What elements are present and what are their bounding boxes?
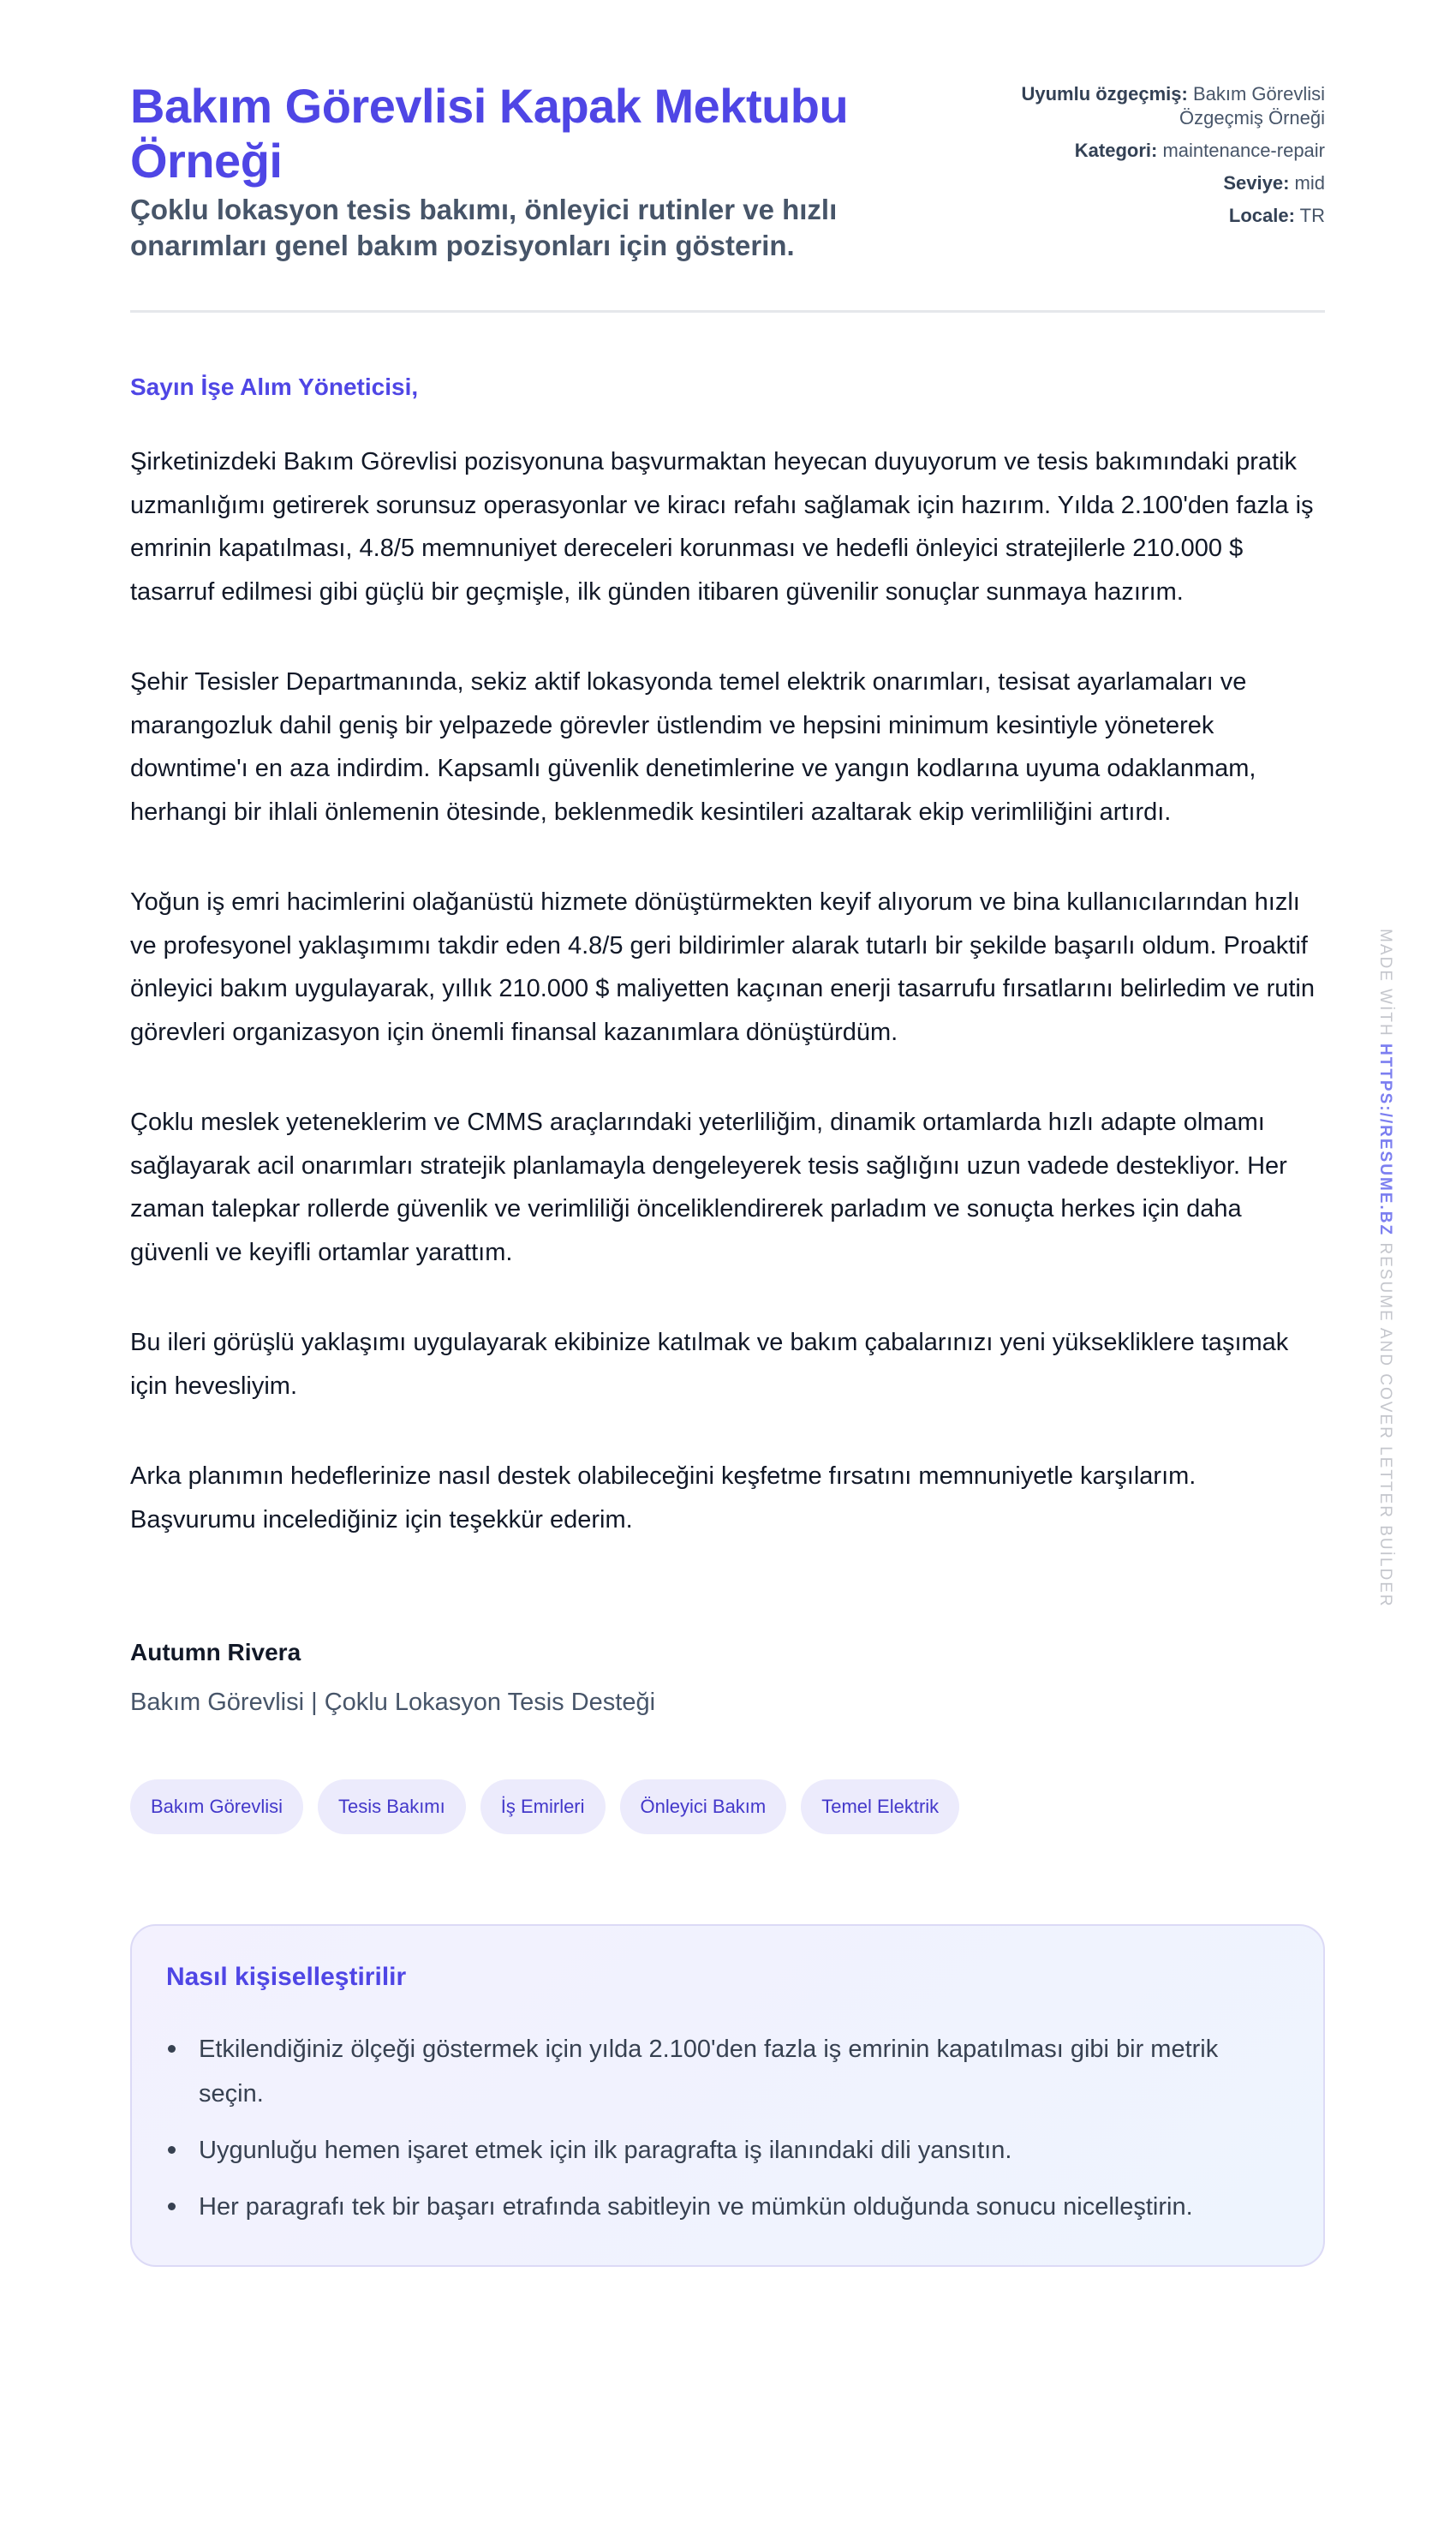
meta-locale xyxy=(965,204,1325,228)
watermark-prefix: MADE WİTH xyxy=(1376,929,1394,1037)
signature-name: Autumn Rivera xyxy=(130,1639,301,1665)
page-title: Bakım Görevlisi Kapak Mektubu Örneği xyxy=(130,79,849,188)
tips-item-text: Uygunluğu hemen işaret etmek için ilk paragrafta iş ilanındaki dili yansıtın. xyxy=(199,2137,1012,2164)
meta-label: Kategori: xyxy=(1074,140,1158,161)
header-title-block xyxy=(130,79,901,264)
meta-label: Locale: xyxy=(1228,205,1295,226)
letter-paragraph: Yoğun iş emri hacimlerini olağanüstü hizmete dönüştürmekten keyif alıyorum ve bina kullanıcılarından hızlı ve profesyonel yaklaşımımı takdir eden 4.8/5 geri bildirimler alarak tutarlı bir şekilde başarılı oldum. Proaktif önleyici bakım uygulayarak, yıllık 210.000 $ maliyetten kaçınan enerji tasarrufu fırsatlarını belirledim ve rutin görevleri organizasyon için önemli finansal kazanımlara dönüştürdüm. xyxy=(130,888,1315,1046)
letter-paragraph: Şirketinizdeki Bakım Görevlisi pozisyonuna başvurmaktan heyecan duyuyorum ve tesis bakımındaki pratik uzmanlığımı getirerek sorunsuz operasyonlar ve kiracı refahı sağlamak için hazırım. Yılda 2.100'den fazla iş emrinin kapatılması, 4.8/5 memnuniyet dereceleri korunması ve hedefli önleyici stratejilerle 210.000 $ tasarruf edilmesi gibi güçlü bir geçmişle, ilk günden itibaren güvenilir sonuçlar sunmaya hazırım. xyxy=(130,448,1314,606)
tips-item-text: Her paragrafı tek bir başarı etrafında sabitleyin ve mümkün olduğunda sonucu nicelleştirin. xyxy=(199,2193,1193,2221)
meta-label: Uyumlu özgeçmiş: xyxy=(1021,83,1188,105)
signature-role: Bakım Görevlisi | Çoklu Lokasyon Tesis Desteği xyxy=(130,1689,656,1716)
meta-value: maintenance-repair xyxy=(1162,140,1325,161)
made-with-watermark xyxy=(1374,929,1394,1631)
watermark-suffix: RESUME AND COVER LETTER BUİLDER xyxy=(1376,1242,1394,1608)
tag-chip[interactable]: Bakım Görevlisi xyxy=(130,1779,303,1834)
signature-block xyxy=(130,1635,1325,1719)
letter-greeting: Sayın İşe Alım Yöneticisi, xyxy=(130,374,419,400)
customization-tips-box xyxy=(130,1924,1325,2267)
tips-item-text: Etkilendiğiniz ölçeği göstermek için yılda 2.100'den fazla iş emrinin kapatılması gibi bir metrik seçin. xyxy=(199,2036,1219,2108)
bullet-icon xyxy=(168,2045,176,2053)
bullet-icon xyxy=(168,2146,176,2154)
meta-panel xyxy=(965,79,1325,236)
meta-level xyxy=(965,171,1325,195)
tips-title: Nasıl kişiselleştirilir xyxy=(166,1963,407,1991)
header-divider xyxy=(130,310,1325,313)
tag-chip[interactable]: Önleyici Bakım xyxy=(620,1779,787,1834)
letter-paragraph: Şehir Tesisler Departmanında, sekiz aktif lokasyonda temel elektrik onarımları, tesisat ayarlamaları ve marangozluk dahil geniş bir yelpazede görevler üstlendim ve hepsini minimum kesintiyle yöneterek downtime'ı en aza indirdim. Kapsamlı güvenlik denetimlerine ve yangın kodlarına uyuma odaklanmam, herhangi bir ihlali önlemenin ötesinde, beklenmedik kesintileri azaltarak ekip verimliliğini artırdı. xyxy=(130,668,1256,826)
meta-label: Seviye: xyxy=(1223,172,1290,194)
letter-paragraph: Arka planımın hedeflerinize nasıl destek olabileceğini keşfetme fırsatını memnuniyetle karşılarım. Başvurumu incelediğiniz için teşekkür ederim. xyxy=(130,1462,1196,1534)
bullet-icon xyxy=(168,2203,176,2210)
tips-item xyxy=(166,2027,1289,2116)
tag-list xyxy=(130,1779,1325,1834)
meta-compatible-resume xyxy=(965,82,1325,130)
cover-letter-page xyxy=(130,79,1325,2221)
letter-paragraph: Çoklu meslek yeteneklerim ve CMMS araçlarındaki yeterliliğim, dinamik ortamlarda hızlı adapte olmamı sağlayarak acil onarımları stratejik planlamayla dengeleyerek tesis sağlığını uzun vadede destekliyor. Her zaman talepkar rollerde güvenlik ve verimliliği önceliklendirerek parladım ve sonuçta herkes için daha güvenli ve keyifli ortamlar yarattım. xyxy=(130,1109,1287,1266)
tag-chip[interactable]: İş Emirleri xyxy=(480,1779,606,1834)
tips-item xyxy=(166,2185,1289,2229)
letter-body xyxy=(130,370,1325,2267)
meta-value: mid xyxy=(1294,172,1325,194)
tag-chip[interactable]: Temel Elektrik xyxy=(801,1779,959,1834)
watermark-link[interactable]: HTTPS://RESUME.BZ xyxy=(1376,1043,1394,1237)
letter-paragraph: Bu ileri görüşlü yaklaşımı uygulayarak ekibinize katılmak ve bakım çabalarınızı yeni yüksekliklere taşımak için hevesliyim. xyxy=(130,1329,1289,1400)
meta-value: TR xyxy=(1299,205,1325,226)
tips-item xyxy=(166,2128,1289,2173)
meta-category xyxy=(965,139,1325,163)
page-subtitle: Çoklu lokasyon tesis bakımı, önleyici rutinler ve hızlı onarımları genel bakım pozisyonları için gösterin. xyxy=(130,194,838,261)
meta-value[interactable]: Bakım Görevlisi Özgeçmiş Örneği xyxy=(1179,83,1325,129)
tag-chip[interactable]: Tesis Bakımı xyxy=(318,1779,466,1834)
tips-list xyxy=(166,2027,1289,2229)
page-header xyxy=(130,79,1325,264)
